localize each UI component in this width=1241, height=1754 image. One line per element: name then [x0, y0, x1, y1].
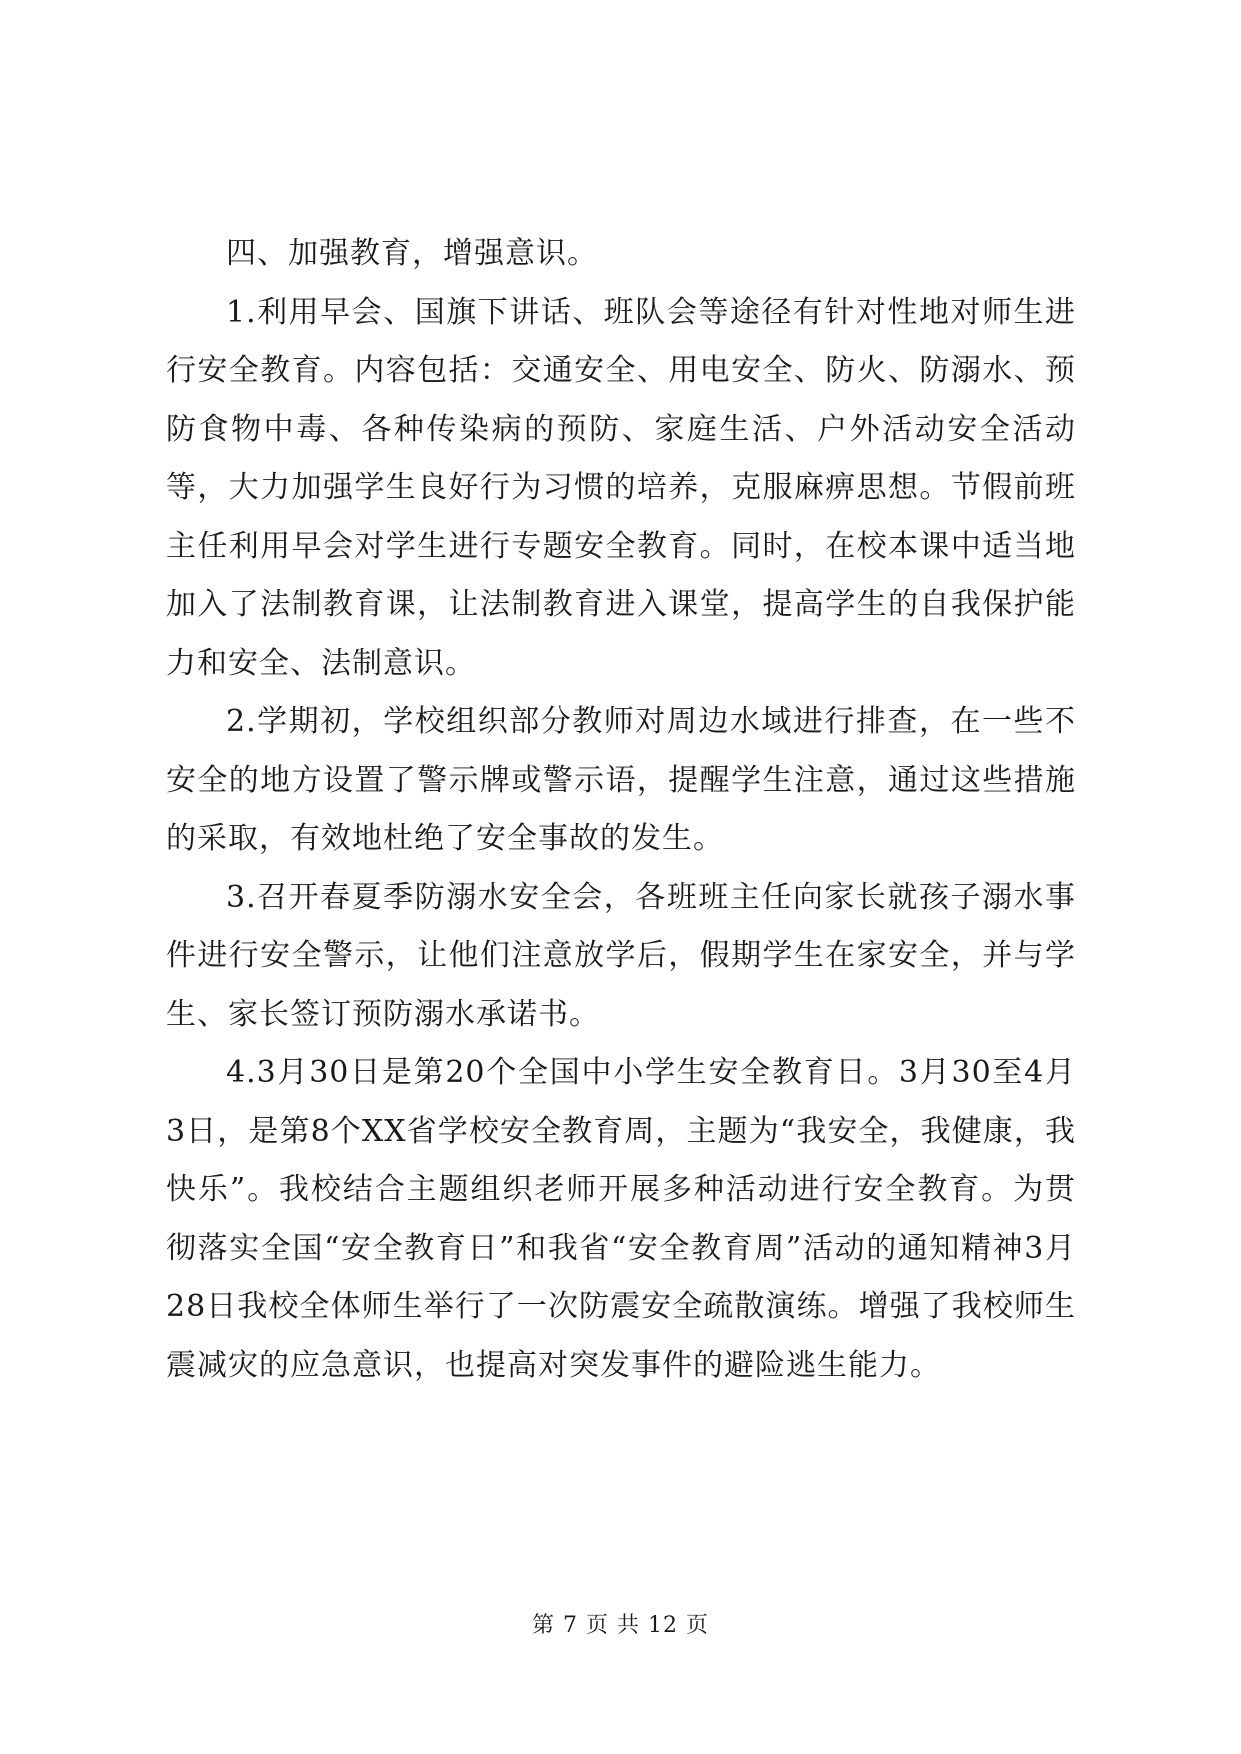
page-number-footer: 第 7 页 共 12 页 [532, 1613, 709, 1638]
section-heading: 四、加强教育，增强意识。 [226, 236, 598, 271]
paragraph-2: 2.学期初，学校组织部分教师对周边水域进行排查，在一些不安全的地方设置了警示牌或警示语，提醒学生注意，通过这些措施的采取，有效地杜绝了安全事故的发生。 [166, 704, 1076, 856]
paragraph-3: 3.召开春夏季防溺水安全会，各班班主任向家长就孩子溺水事件进行安全警示，让他们注意放学后，假期学生在家安全，并与学生、家长签订预防溺水承诺书。 [166, 879, 1076, 1032]
document-body [166, 225, 1076, 1395]
paragraph-4: 4.3月30日是第20个全国中小学生安全教育日。3月30至4月3日，是第8个XX省学校安全教育周，主题为“我安全，我健康，我快乐”。我校结合主题组织老师开展多种活动进行安全教育。为贯彻落实全国“安全教育日”和我省“安全教育周”活动的通知精神3月28日我校全体师生举行了一次防震安全疏散演练。增强了我校师生震减灾的应急意识，也提高对突发事件的避险逃生能力。 [166, 1055, 1076, 1383]
paragraph-1: 1.利用早会、国旗下讲话、班队会等途径有针对性地对师生进行安全教育。内容包括：交通安全、用电安全、防火、防溺水、预防食物中毒、各种传染病的预防、家庭生活、户外活动安全活动等，大力加强学生良好行为习惯的培养，克服麻痹思想。节假前班主任利用早会对学生进行专题安全教育。同时，在校本课中适当地加入了法制教育课，让法制教育进入课堂，提高学生的自我保护能力和安全、法制意识。 [166, 294, 1076, 681]
